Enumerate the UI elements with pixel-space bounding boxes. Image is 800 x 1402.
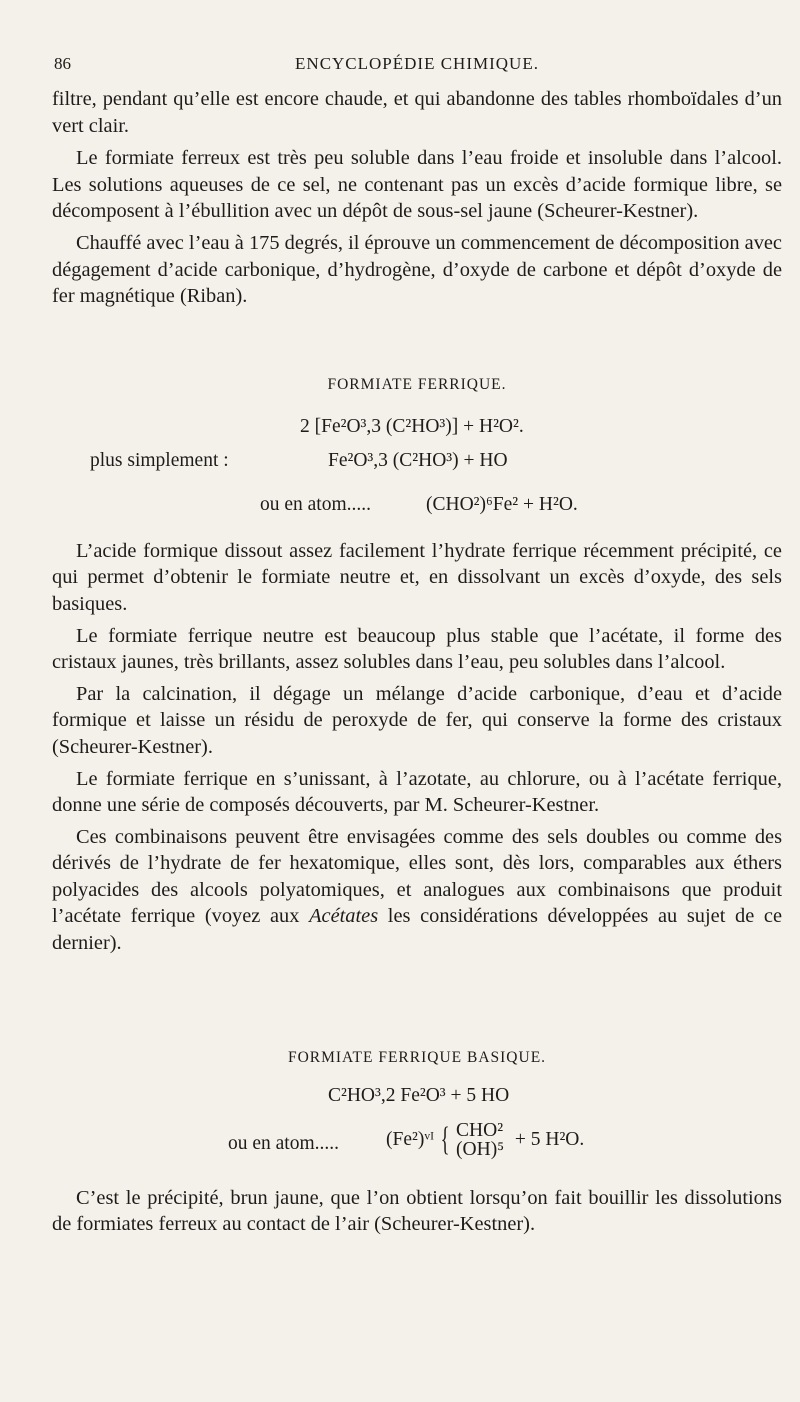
formula-basic-stack	[456, 1121, 504, 1159]
paragraph-8	[52, 824, 782, 957]
paragraph-3: Chauffé avec l’eau à 175 degrés, il éprouve un commencement de décomposition avec dégagement d’acide carbonique, d’hydrogène, d’oxyde de carbone et dépôt d’oxyde de fer magnétique (Riban).	[52, 231, 782, 308]
paragraph-4: L’acide formique dissout assez facilement l’hydrate ferrique récemment précipité, ce qui permet d’obtenir le formiate neutre et, en dissolvant un excès d’oxyde, des sels basiques.	[52, 539, 782, 615]
paragraph-5: Le formiate ferrique neutre est beaucoup plus stable que l’acétate, il forme des cristaux jaunes, très brillants, assez solubles dans l’eau, peu solubles dans l’alcool.	[52, 624, 782, 674]
formula-simple-label: plus simplement :	[90, 449, 229, 471]
paragraph-7: Le formiate ferrique en s’unissant, à l’azotate, au chlorure, ou à l’acétate ferrique, donne une série de composés découverts, par M. Scheurer-Kestner.	[52, 767, 782, 817]
formula-atomic: (CHO²)⁶Fe² + H²O.	[426, 493, 578, 515]
formula-atomic-label: ou en atom.....	[260, 493, 372, 515]
paragraph-9: C’est le précipité, brun jaune, que l’on obtient lorsqu’on fait bouillir les dissolutions de formiates ferreux au contact de l’air (Scheurer-Kestner).	[52, 1186, 782, 1236]
formula-basic-prefix: (Fe²)ᵛᴵ	[386, 1128, 434, 1150]
formula-basic: C²HO³,2 Fe²O³ + 5 HO	[328, 1084, 510, 1106]
formula-basic-suffix: + 5 H²O.	[514, 1128, 585, 1150]
brace-glyph: {	[440, 1120, 450, 1158]
stack-top: CHO²	[456, 1119, 504, 1141]
formula-basic-atomic-label: ou en atom.....	[228, 1132, 340, 1154]
formula-basic-atomic	[386, 1121, 584, 1159]
paragraph-2: Le formiate ferreux est très peu soluble dans l’eau froide et insoluble dans l’alcool. Les solutions aqueuses de ce sel, ne contenant pas un excès d’acide formique libre, se décomposent à l’ébullition avec un dépôt de sous-sel jaune (Scheurer-Kestner).	[52, 147, 782, 223]
running-header	[52, 54, 782, 82]
formula-simple: Fe²O³,3 (C²HO³) + HO	[328, 449, 508, 471]
paragraph-6: Par la calcination, il dégage un mélange d’acide carbonique, d’eau et d’acide formique et laisse un résidu de peroxyde de fer, qui conserve la forme des cristaux (Scheurer-Kestner).	[52, 682, 782, 758]
paragraph-1: filtre, pendant qu’elle est encore chaude, et qui abandonne des tables rhomboïdales d’un vert clair.	[52, 88, 782, 137]
formula-atomic-row	[52, 492, 782, 518]
formula-hydrate: 2 [Fe²O³,3 (C²HO³)] + H²O².	[300, 415, 524, 437]
formula-simple-row	[52, 448, 782, 474]
paragraph-8-end: les considérations développées au sujet de ce dernier).	[52, 905, 783, 955]
section-title-formiate-basique: FORMIATE FERRIQUE BASIQUE.	[287, 1048, 547, 1066]
running-title: ENCYCLOPÉDIE CHIMIQUE.	[295, 54, 539, 73]
page-number: 86	[54, 54, 71, 73]
section-title-formiate-ferrique: FORMIATE FERRIQUE.	[327, 375, 507, 393]
paragraph-8-italic: Acétates	[309, 905, 379, 928]
stack-bottom: (OH)⁵	[456, 1138, 504, 1160]
page	[52, 54, 782, 1238]
paragraph-8-text: Ces combinaisons peuvent être envisagées comme des sels doubles ou comme des dérivés de l’hydrate de fer hexatomique, elles sont, dès lors, comparables aux éthers polyacides des alcools polyatomiques, et analogues aux combinaisons que produit l’acétate ferrique (voyez aux	[52, 825, 782, 928]
formula-basic-atomic-row	[52, 1121, 782, 1165]
